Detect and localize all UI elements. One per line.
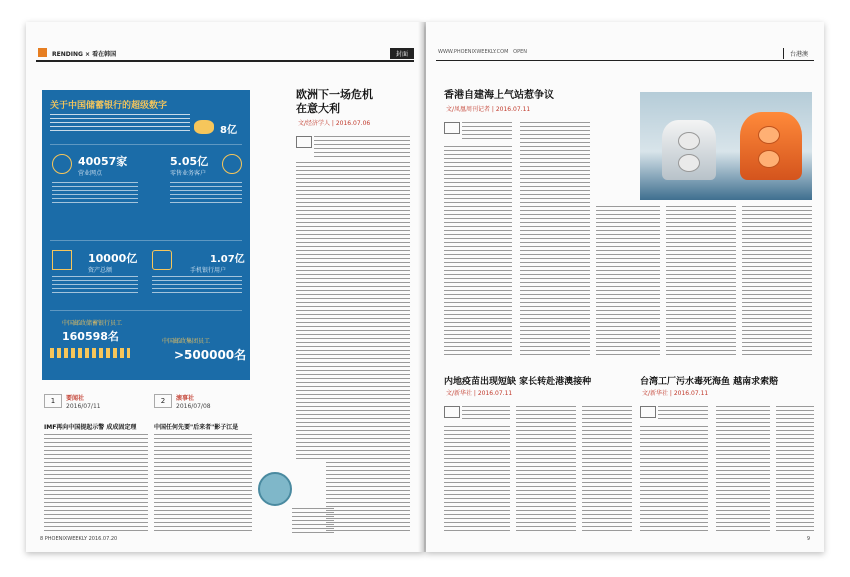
infographic-intro-text: [50, 114, 190, 132]
article3-byline: 文/新华社 | 2016.07.11: [642, 390, 709, 397]
main-article-byline: 文/凤凰周刊记者 | 2016.07.11: [446, 106, 531, 113]
stat-description: [52, 276, 138, 296]
stat-value-assets: 10000亿: [88, 252, 138, 265]
article2-byline: 文/新华社 | 2016.07.11: [446, 390, 513, 397]
gas-tank: [678, 132, 700, 150]
article-headline-line2: 在意大利: [296, 102, 340, 115]
stat-caption-assets: 资产总额: [88, 267, 113, 274]
stat-description: [170, 182, 242, 206]
body-text-column: [776, 406, 814, 534]
article-headline-line1: 欧洲下一场危机: [296, 88, 373, 101]
body-text-column: [596, 206, 660, 356]
quote-mark-icon: [444, 122, 460, 134]
mobile-phone-icon: [152, 250, 172, 270]
left-page-footer: 8 PHOENIXWEEKLY 2016.07.20: [40, 536, 118, 542]
right-page: [426, 22, 824, 552]
lng-ships-photo: [640, 92, 812, 200]
quote-mark-icon: [444, 406, 460, 418]
stat-caption-customers: 零售业务客户: [170, 170, 207, 177]
body-text-column: [716, 406, 770, 534]
body-text-intro: [314, 136, 410, 160]
note-date: 2016/07/11: [66, 403, 101, 410]
user-icon: [222, 154, 242, 174]
body-text-column: [516, 406, 576, 534]
gas-tank: [758, 126, 780, 144]
sub-headline: 中国任何先要"后来者"影子江是: [154, 424, 239, 431]
body-text-column: [742, 206, 812, 356]
coin-stack-icon: [194, 120, 214, 134]
article2-headline: 内地疫苗出现短缺 家长转赴港澳接种: [444, 377, 592, 387]
infographic-title: 关于中国储蓄银行的超级数字: [50, 101, 168, 111]
stat-value-bank-staff: 160598名: [62, 330, 119, 343]
stat-value-branches: 40057家: [78, 155, 128, 168]
orange-lng-ship: [740, 112, 802, 180]
body-text-column: [666, 206, 736, 356]
body-text-column: [44, 434, 148, 534]
note-tag: 要闻社: [66, 395, 85, 402]
stat-caption-group-staff: 中国邮政集团员工: [162, 338, 211, 345]
stat-caption-branches: 营业网点: [78, 170, 103, 177]
infographic-panel: [42, 90, 250, 380]
divider: [50, 310, 242, 311]
banknote-icon: [52, 250, 72, 270]
article3-headline: 台湾工厂污水毒死海鱼 越南求索赔: [640, 377, 779, 387]
header-url: WWW.PHOENIXWEEKLY.COM OPEN: [438, 49, 528, 55]
left-page: [26, 22, 424, 552]
gas-tank: [758, 150, 780, 168]
main-article-headline: 香港自建海上气站惹争议: [444, 90, 554, 101]
note-date: 2016/07/08: [176, 403, 211, 410]
quote-mark-icon: [296, 136, 312, 148]
stat-caption-mobile-users: 手机银行用户: [190, 267, 227, 274]
body-text-column: [444, 426, 510, 534]
article-byline: 文/经济学人 | 2016.07.06: [298, 120, 371, 127]
divider: [50, 144, 242, 145]
body-text-column: [582, 406, 632, 534]
body-text-column: [326, 462, 410, 534]
house-icon: [52, 154, 72, 174]
stat-value-group-staff: >500000名: [174, 348, 247, 362]
body-text-column: [296, 162, 410, 460]
stat-caption-bank-staff: 中国邮政储蓄银行员工: [62, 320, 123, 327]
body-text-column: [640, 426, 708, 534]
right-page-footer: 9: [806, 536, 810, 542]
header-section-label: RENDING × 看在韩国: [52, 51, 117, 58]
body-text-column: [444, 146, 512, 358]
note-number: 1: [44, 394, 62, 408]
stat-value-customers: 5.05亿: [170, 155, 209, 168]
header-section-tag: 封面: [390, 48, 414, 59]
left-header-bar: [36, 48, 414, 62]
divider: [50, 240, 242, 241]
gas-tank: [678, 154, 700, 172]
body-text-column: [520, 122, 590, 358]
body-text-intro: [462, 406, 510, 422]
body-text-intro: [658, 406, 708, 422]
magazine-logo-icon: [38, 48, 47, 57]
sub-headline: IMF再向中国提起示警 成成固定理: [44, 424, 137, 431]
stat-value-mobile-users: 1.07亿: [210, 254, 245, 265]
columnist-avatar: [258, 472, 292, 506]
right-header-bar: [436, 48, 814, 61]
body-text-intro: [462, 122, 512, 142]
header-section-tag: 台港澳: [783, 48, 814, 59]
stat-value-total: 8亿: [220, 125, 237, 136]
people-icons-row: [50, 348, 130, 358]
note-tag: 滚事社: [176, 395, 195, 402]
note-number: 2: [154, 394, 172, 408]
stat-description: [52, 182, 138, 206]
stat-description: [152, 276, 242, 296]
body-text-column: [154, 434, 252, 534]
quote-mark-icon: [640, 406, 656, 418]
